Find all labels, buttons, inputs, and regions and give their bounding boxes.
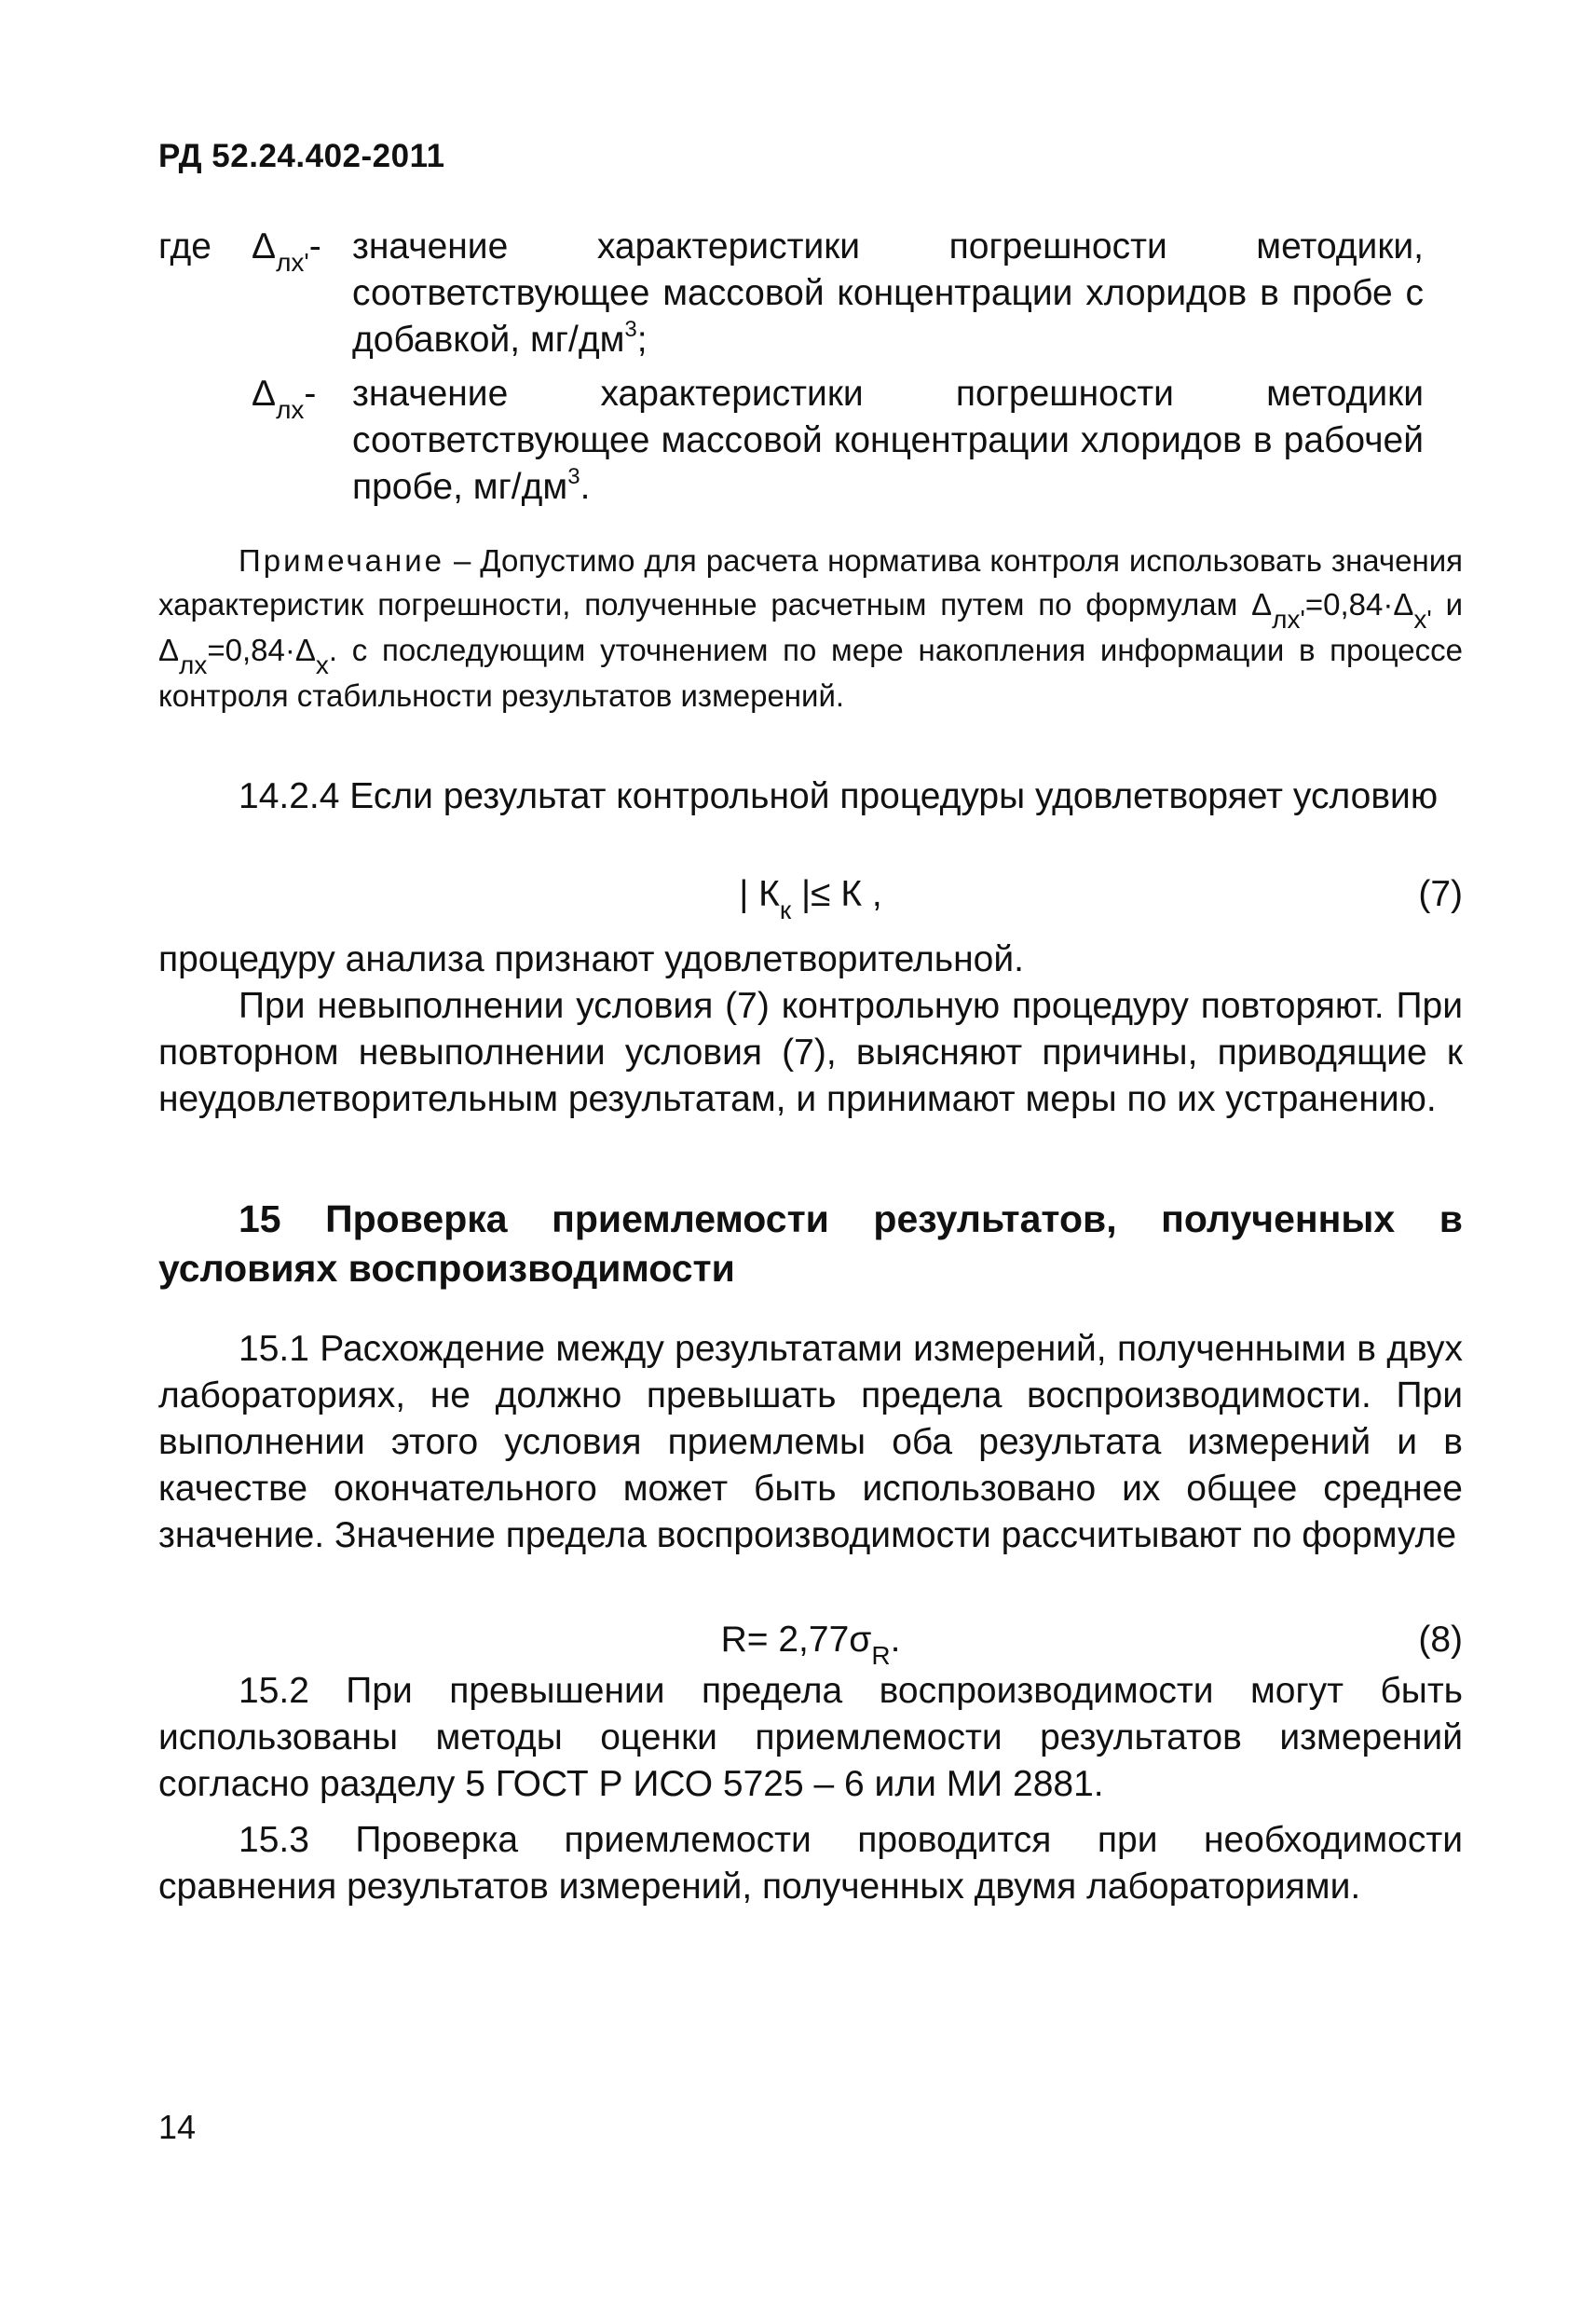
paragraph-15-1: 15.1 Расхождение между результатами измерений, полученными в двух лабораториях, не должно превышать предела воспроизводимости. При выполнении этого условия приемлемы оба результата измерений и в качестве окончательного может быть использовано их общее среднее значение. Значение предела воспроизводимости рассчитывают по формуле: [158, 1329, 1463, 1555]
formula-7: [158, 871, 1463, 924]
definition-text: значение характеристики погрешности методики, соответствующее массовой концентрации хлоридов в пробе с добавкой, $мг/дм^3$;: [352, 226, 1424, 360]
delta-symbol: $\Delta_{лх}-$: [252, 374, 317, 424]
formula-delta-lx: $\Delta_{лх}=0,84\cdot\Delta_х$: [158, 633, 329, 679]
note-block: Примечание – Допустимо для расчета норматива контроля использовать значения характеристик погрешности, полученные расчетным путем по формулам $\Delta_{лх'}=0,84\cdot\Delta_{х'}$ и $\Delta_{лх}=0,84\cdot\Delta_х$. с последующим уточнением по мере накопления информации в процессе контроля стабильности результатов измерений.: [158, 543, 1463, 713]
paragraph-after-formula-7: процедуру анализа признают удовлетворительной.: [158, 939, 1024, 979]
paragraph-15-3: 15.3 Проверка приемлемости проводится при необходимости сравнения результатов измерений, полученных двумя лабораториями.: [158, 1820, 1463, 1907]
formula-7-expression: | $К_к$ |≤ К ,: [739, 874, 882, 924]
section-15-title: 15 Проверка приемлемости результатов, полученных в условиях воспроизводимости: [158, 1197, 1463, 1290]
document-code-header: РД 52.24.402-2011: [158, 138, 445, 174]
formula-8: [158, 1617, 1463, 1670]
delta-symbol: $\Delta_{лх'}-$: [252, 226, 321, 277]
page-number: 14: [158, 2108, 197, 2146]
paragraph-repeat-procedure: При невыполнении условия (7) контрольную процедуру повторяют. При повторном невыполнении условия (7), выясняют причины, приводящие к неудовлетворительным результатам, и принимают меры по их устранению.: [158, 986, 1463, 1119]
formula-8-expression: $R= 2,77\sigma_R$.: [720, 1620, 901, 1670]
formula-8-number: (8): [1418, 1620, 1463, 1660]
where-label: где: [158, 226, 211, 267]
paragraph-15-2: 15.2 При превышении предела воспроизводимости могут быть использованы методы оценки приемлемости результатов измерений согласно разделу 5 ГОСТ Р ИСО 5725 – 6 или МИ 2881.: [158, 1671, 1463, 1804]
definition-text: значение характеристики погрешности методики соответствующее массовой концентрации хлоридов в рабочей пробе, $мг/дм^3$.: [352, 374, 1424, 507]
formula-delta-lx-prime: $\Delta_{лх'}=0,84\cdot\Delta_{х'}$: [1251, 587, 1432, 634]
note-label: Примечание: [239, 543, 445, 578]
formula-7-number: (7): [1418, 874, 1463, 914]
paragraph-14-2-4: 14.2.4 Если результат контрольной процедуры удовлетворяет условию: [239, 776, 1439, 816]
